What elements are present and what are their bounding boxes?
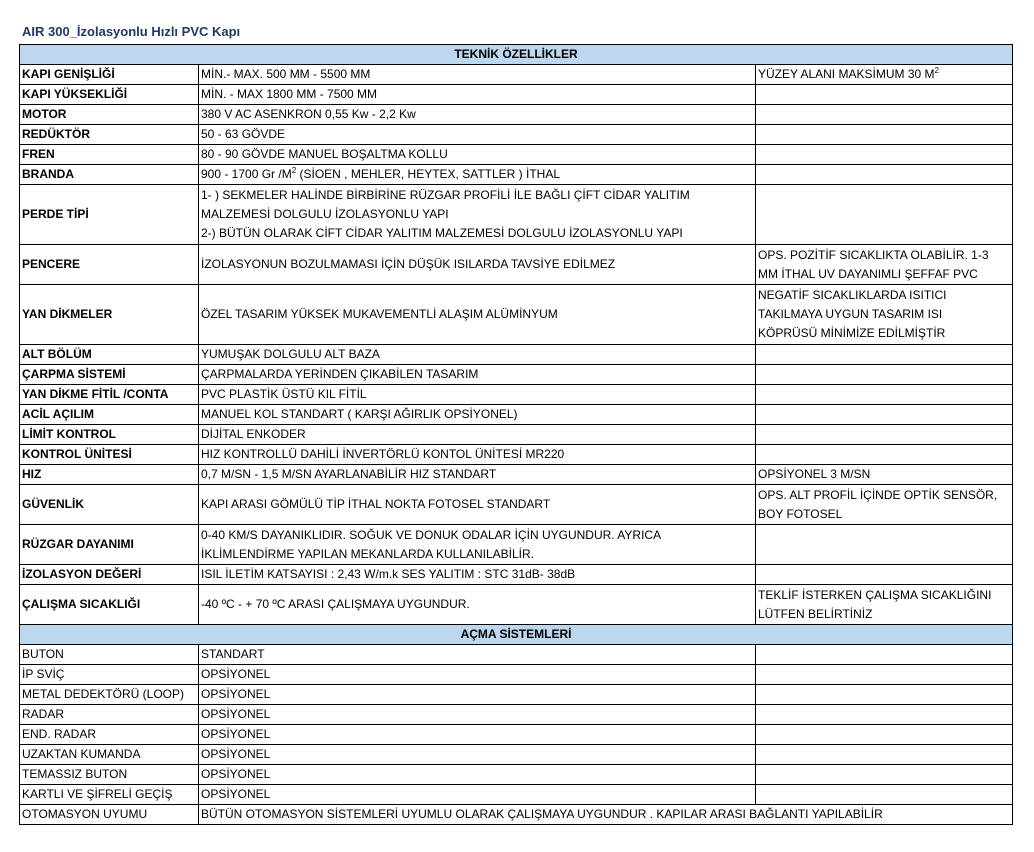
spec-value: PVC PLASTİK ÜSTÜ KIL FİTİL bbox=[199, 385, 756, 405]
spec-note bbox=[756, 125, 1013, 145]
section-header-opening bbox=[20, 625, 1013, 645]
superscript-2: 2 bbox=[934, 66, 939, 75]
opening-value: OPSİYONEL bbox=[199, 685, 756, 705]
spec-value: ÇARPMALARDA YERİNDEN ÇIKABİLEN TASARIM bbox=[199, 365, 756, 385]
spec-note bbox=[756, 165, 1013, 185]
spec-row bbox=[20, 65, 1013, 85]
opening-note bbox=[756, 785, 1013, 805]
spec-note-line: OPS. POZİTİF SICAKLIKTA OLABİLİR. 1-3 bbox=[758, 247, 989, 262]
spec-value: -40 ºC - + 70 ºC ARASI ÇALIŞMAYA UYGUNDUR. bbox=[199, 585, 756, 625]
spec-row bbox=[20, 285, 1013, 345]
spec-label: MOTOR bbox=[20, 105, 199, 125]
spec-label: ÇALIŞMA SICAKLIĞI bbox=[20, 585, 199, 625]
spec-value-text: 900 - 1700 Gr /M bbox=[201, 167, 292, 181]
spec-note bbox=[756, 345, 1013, 365]
spec-value: ÖZEL TASARIM YÜKSEK MUKAVEMENTLİ ALAŞIM ALÜMİNYUM bbox=[199, 285, 756, 345]
opening-row bbox=[20, 685, 1013, 705]
spec-value: MANUEL KOL STANDART ( KARŞI AĞIRLIK OPSİYONEL) bbox=[199, 405, 756, 425]
opening-note bbox=[756, 645, 1013, 665]
spec-note-line: KÖPRÜSÜ MİNİMİZE EDİLMİŞTİR bbox=[758, 326, 946, 340]
spec-value: HIZ KONTROLLÜ DAHİLİ İNVERTÖRLÜ KONTOL ÜNİTESİ MR220 bbox=[199, 445, 756, 465]
spec-note bbox=[756, 85, 1013, 105]
opening-value: OPSİYONEL bbox=[199, 785, 756, 805]
spec-note bbox=[756, 245, 1013, 285]
spec-note-line: TEKLİF İSTERKEN ÇALIŞMA SICAKLIĞINI bbox=[758, 587, 992, 602]
spec-label: ÇARPMA SİSTEMİ bbox=[20, 365, 199, 385]
opening-note bbox=[756, 765, 1013, 785]
opening-label: BUTON bbox=[20, 645, 199, 665]
section-header-technical bbox=[20, 45, 1013, 65]
spec-value: KAPI ARASI GÖMÜLÜ TİP İTHAL NOKTA FOTOSEL STANDART bbox=[199, 485, 756, 525]
spec-value: 80 - 90 GÖVDE MANUEL BOŞALTMA KOLLU bbox=[199, 145, 756, 165]
spec-label: KONTROL ÜNİTESİ bbox=[20, 445, 199, 465]
opening-value: BÜTÜN OTOMASYON SİSTEMLERİ UYUMLU OLARAK ÇALIŞMAYA UYGUNDUR . KAPILAR ARASI BAĞLANTI YAPILABİLİR bbox=[199, 805, 1013, 825]
spec-value-line: MALZEMESİ DOLGULU İZOLASYONLU YAPI bbox=[201, 207, 449, 221]
spec-row bbox=[20, 165, 1013, 185]
spec-row bbox=[20, 345, 1013, 365]
spec-value-line: 1- ) SEKMELER HALİNDE BİRBİRİNE RÜZGAR PROFİLİ İLE BAĞLI ÇİFT CİDAR YALITIM bbox=[201, 188, 690, 202]
spec-value-line: 2-) BÜTÜN OLARAK CİFT CİDAR YALITIM MALZEMESİ DOLGULU İZOLASYONLU YAPI bbox=[201, 226, 683, 240]
spec-row bbox=[20, 445, 1013, 465]
opening-value: OPSİYONEL bbox=[199, 745, 756, 765]
spec-row bbox=[20, 525, 1013, 565]
spec-row bbox=[20, 585, 1013, 625]
opening-row bbox=[20, 785, 1013, 805]
spec-note bbox=[756, 365, 1013, 385]
spec-row bbox=[20, 185, 1013, 245]
opening-value: OPSİYONEL bbox=[199, 705, 756, 725]
spec-note-line: OPS. ALT PROFİL İÇİNDE OPTİK SENSÖR, bbox=[758, 487, 998, 502]
opening-label: KARTLI VE ŞİFRELİ GEÇİŞ bbox=[20, 785, 199, 805]
opening-row bbox=[20, 725, 1013, 745]
spec-row bbox=[20, 85, 1013, 105]
spec-note-line: BOY FOTOSEL bbox=[758, 506, 843, 521]
spec-value: MİN. - MAX 1800 MM - 7500 MM bbox=[199, 85, 756, 105]
spec-value: MİN.- MAX. 500 MM - 5500 MM bbox=[199, 65, 756, 85]
spec-note bbox=[756, 145, 1013, 165]
spec-note bbox=[756, 65, 1013, 85]
opening-value: OPSİYONEL bbox=[199, 725, 756, 745]
opening-label: TEMASSIZ BUTON bbox=[20, 765, 199, 785]
spec-label: YAN DİKMELER bbox=[20, 285, 199, 345]
spec-row bbox=[20, 405, 1013, 425]
spec-label: REDÜKTÖR bbox=[20, 125, 199, 145]
spec-note bbox=[756, 425, 1013, 445]
spec-label: HIZ bbox=[20, 465, 199, 485]
spec-value-line: 0-40 KM/S DAYANIKLIDIR. SOĞUK VE DONUK ODALAR İÇİN UYGUNDUR. AYRICA bbox=[201, 527, 662, 542]
opening-row bbox=[20, 805, 1013, 825]
section-title-technical: TEKNİK ÖZELLİKLER bbox=[20, 45, 1013, 65]
opening-label: OTOMASYON UYUMU bbox=[20, 805, 199, 825]
spec-value: DİJİTAL ENKODER bbox=[199, 425, 756, 445]
spec-value: 50 - 63 GÖVDE bbox=[199, 125, 756, 145]
spec-label: KAPI YÜKSEKLİĞİ bbox=[20, 85, 199, 105]
opening-row bbox=[20, 645, 1013, 665]
spec-note bbox=[756, 445, 1013, 465]
spec-note bbox=[756, 405, 1013, 425]
spec-value: 380 V AC ASENKRON 0,55 Kw - 2,2 Kw bbox=[199, 105, 756, 125]
spec-row bbox=[20, 565, 1013, 585]
spec-note bbox=[756, 185, 1013, 245]
opening-label: UZAKTAN KUMANDA bbox=[20, 745, 199, 765]
spec-label: RÜZGAR DAYANIMI bbox=[20, 525, 199, 565]
opening-row bbox=[20, 665, 1013, 685]
opening-label: RADAR bbox=[20, 705, 199, 725]
spec-value bbox=[199, 165, 756, 185]
opening-label: İP SVİÇ bbox=[20, 665, 199, 685]
spec-note bbox=[756, 565, 1013, 585]
opening-note bbox=[756, 665, 1013, 685]
opening-row bbox=[20, 705, 1013, 725]
specification-table bbox=[19, 44, 1013, 825]
spec-note bbox=[756, 105, 1013, 125]
spec-row bbox=[20, 425, 1013, 445]
spec-note bbox=[756, 385, 1013, 405]
opening-note bbox=[756, 705, 1013, 725]
spec-row bbox=[20, 485, 1013, 525]
spec-note bbox=[756, 585, 1013, 625]
spec-label: FREN bbox=[20, 145, 199, 165]
spec-row bbox=[20, 145, 1013, 165]
spec-value: YUMUŞAK DOLGULU ALT BAZA bbox=[199, 345, 756, 365]
spec-value-text: (SİOEN , MEHLER, HEYTEX, SATTLER ) İTHAL bbox=[296, 167, 560, 181]
spec-row bbox=[20, 365, 1013, 385]
spec-row bbox=[20, 245, 1013, 285]
spec-value: İZOLASYONUN BOZULMAMASI İÇİN DÜŞÜK ISILARDA TAVSİYE EDİLMEZ bbox=[199, 245, 756, 285]
spec-value bbox=[199, 185, 756, 245]
spec-label: BRANDA bbox=[20, 165, 199, 185]
spec-note: OPSİYONEL 3 M/SN bbox=[756, 465, 1013, 485]
opening-label: METAL DEDEKTÖRÜ (LOOP) bbox=[20, 685, 199, 705]
spec-note bbox=[756, 525, 1013, 565]
spec-note-line: MM İTHAL UV DAYANIMLI ŞEFFAF PVC bbox=[758, 266, 978, 281]
spec-row bbox=[20, 105, 1013, 125]
spec-label: ACİL AÇILIM bbox=[20, 405, 199, 425]
opening-label: END. RADAR bbox=[20, 725, 199, 745]
spec-value: 0,7 M/SN - 1,5 M/SN AYARLANABİLİR HIZ STANDART bbox=[199, 465, 756, 485]
spec-label: PENCERE bbox=[20, 245, 199, 285]
spec-row bbox=[20, 465, 1013, 485]
spec-note-line: TAKILMAYA UYGUN TASARIM ISI bbox=[758, 307, 943, 321]
spec-note-line: LÜTFEN BELİRTİNİZ bbox=[758, 606, 873, 621]
opening-note bbox=[756, 745, 1013, 765]
spec-label: GÜVENLİK bbox=[20, 485, 199, 525]
spec-label: ALT BÖLÜM bbox=[20, 345, 199, 365]
section-title-opening: AÇMA SİSTEMLERİ bbox=[20, 625, 1013, 645]
opening-note bbox=[756, 725, 1013, 745]
opening-row bbox=[20, 745, 1013, 765]
opening-row bbox=[20, 765, 1013, 785]
opening-value: OPSİYONEL bbox=[199, 765, 756, 785]
spec-label: PERDE TİPİ bbox=[20, 185, 199, 245]
spec-note bbox=[756, 485, 1013, 525]
opening-note bbox=[756, 685, 1013, 705]
document-title: AIR 300_İzolasyonlu Hızlı PVC Kapı bbox=[22, 24, 241, 39]
spec-row bbox=[20, 125, 1013, 145]
spec-row bbox=[20, 385, 1013, 405]
spec-label: LİMİT KONTROL bbox=[20, 425, 199, 445]
spec-note-text: YÜZEY ALANI MAKSİMUM 30 M bbox=[758, 67, 935, 81]
spec-label: KAPI GENİŞLİĞİ bbox=[20, 65, 199, 85]
spec-value bbox=[199, 525, 756, 565]
spec-note bbox=[756, 285, 1013, 345]
spec-value-line: İKLİMLENDİRME YAPILAN MEKANLARDA KULLANILABİLİR. bbox=[201, 546, 535, 561]
opening-value: OPSİYONEL bbox=[199, 665, 756, 685]
spec-label: YAN DİKME FİTİL /CONTA bbox=[20, 385, 199, 405]
superscript-2: 2 bbox=[291, 166, 297, 175]
spec-value: ISIL İLETİM KATSAYISI : 2,43 W/m.k SES YALITIM : STC 31dB- 38dB bbox=[199, 565, 756, 585]
spec-note-line: NEGATİF SICAKLIKLARDA ISITICI bbox=[758, 288, 947, 302]
spec-label: İZOLASYON DEĞERİ bbox=[20, 565, 199, 585]
opening-value: STANDART bbox=[199, 645, 756, 665]
